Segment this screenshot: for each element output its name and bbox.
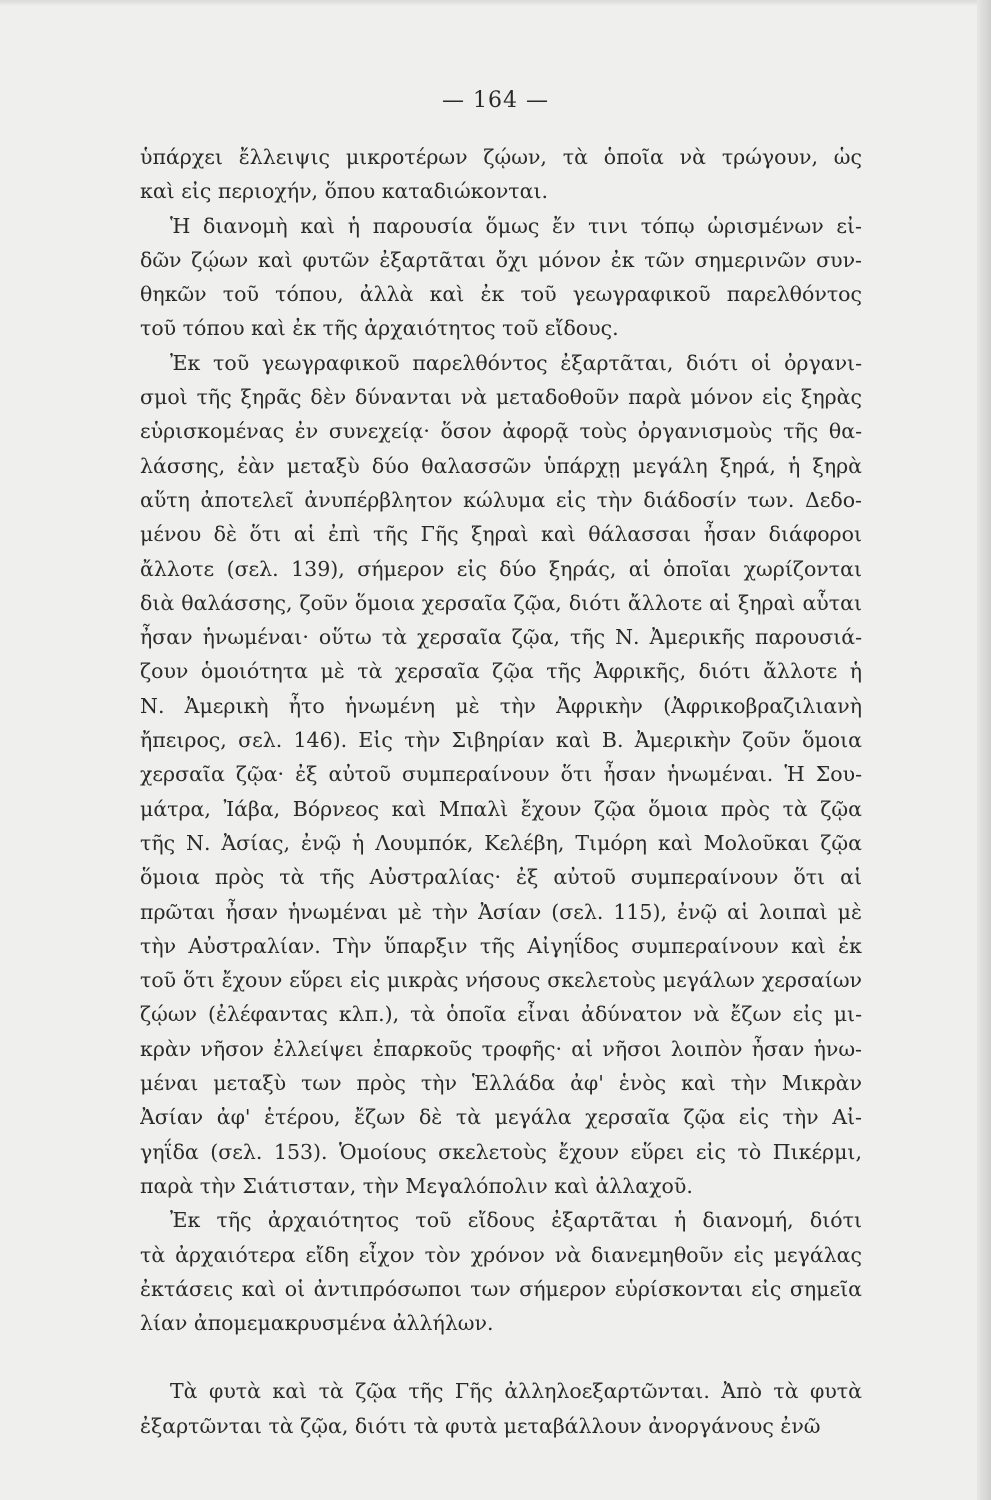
text-line: τῆς Ν. Ἀσίας, ἐνῷ ἡ Λουμπόκ, Κελέβη, Τιμόρη καὶ Μολοῦκαι ζῷα [140,830,862,855]
text-line: ἤπειρος, σελ. 146). Εἰς τὴν Σιβηρίαν καὶ Β. Ἀμερικὴν ζοῦν ὅμοια [140,728,862,753]
text-line: θηκῶν τοῦ τόπου, ἀλλὰ καὶ ἐκ τοῦ γεωγραφικοῦ παρελθόντος [140,282,862,307]
text-line: δῶν ζῴων καὶ φυτῶν ἐξαρτᾶται ὄχι μόνον ἐκ τῶν σημερινῶν συν- [140,247,862,272]
text-line: κρὰν νῆσον ἐλλείψει ἐπαρκοῦς τροφῆς· αἱ νῆσοι λοιπὸν ἦσαν ἡνω- [140,1036,862,1061]
body-text [140,140,862,1443]
text-line: αὕτη ἀποτελεῖ ἀνυπέρβλητον κώλυμα εἰς τὴν διάδοσίν των. Δεδο- [140,487,862,512]
text-line: Τὰ φυτὰ καὶ τὰ ζῷα τῆς Γῆς ἀλληλοεξαρτῶνται. Ἀπὸ τὰ φυτὰ [170,1379,862,1404]
text-line: Ἡ διανομὴ καὶ ἡ παρουσία ὅμως ἔν τινι τόπῳ ὡρισμένων εἰ- [170,213,862,238]
text-line: λάσσης, ἐὰν μεταξὺ δύο θαλασσῶν ὑπάρχῃ μεγάλη ξηρά, ἡ ξηρὰ [140,453,862,478]
text-line: διὰ θαλάσσης, ζοῦν ὅμοια χερσαῖα ζῷα, διότι ἄλλοτε αἱ ξηραὶ αὗται [140,590,862,615]
text-line: εὑρισκομένας ἐν συνεχείᾳ· ὅσον ἀφορᾷ τοὺς ὀργανισμοὺς τῆς θα- [140,419,862,444]
scan-edge-right [977,0,991,1500]
scan-edge-top [0,0,991,6]
text-line: ἐκτάσεις καὶ οἱ ἀντιπρόσωποι των σήμερον εὑρίσκονται εἰς σημεῖα [140,1276,862,1301]
text-line: τοῦ ὅτι ἔχουν εὕρει εἰς μικρὰς νήσους σκελετοὺς μεγάλων χερσαίων [140,968,862,993]
text-line: καὶ εἰς περιοχήν, ὅπου καταδιώκονται. [140,179,549,204]
text-line: ἦσαν ἡνωμέναι· οὕτω τὰ χερσαῖα ζῷα, τῆς Ν. Ἀμερικῆς παρουσιά- [140,625,862,650]
text-line: τὴν Αὐστραλίαν. Τὴν ὕπαρξιν τῆς Αἰγηΐδος συμπεραίνουν καὶ ἐκ [140,933,862,958]
text-line: μάτρα, Ἰάβα, Βόρνεος καὶ Μπαλὶ ἔχουν ζῷα ὅμοια πρὸς τὰ ζῷα [140,796,862,821]
text-line: λίαν ἀπομεμακρυσμένα ἀλλήλων. [140,1311,494,1336]
text-line: πρῶται ἦσαν ἡνωμέναι μὲ τὴν Ἀσίαν (σελ. 115), ἐνῷ αἱ λοιπαὶ μὲ [140,899,862,924]
paragraph [140,346,862,1203]
text-line: μέναι μεταξὺ των πρὸς τὴν Ἑλλάδα ἀφ' ἑνὸς καὶ τὴν Μικρὰν [140,1071,862,1096]
text-line: Ἀσίαν ἀφ' ἑτέρου, ἔζων δὲ τὰ μεγάλα χερσαῖα ζῷα εἰς τὴν Αἰ- [140,1105,862,1130]
paragraph [140,140,862,209]
text-line: Ἐκ τῆς ἀρχαιότητος τοῦ εἴδους ἐξαρτᾶται ἡ διανομή, διότι [170,1208,862,1233]
text-line: ζῴων (ἐλέφαντας κλπ.), τὰ ὁποῖα εἶναι ἀδύνατον νὰ ἔζων εἰς μι- [140,1002,862,1027]
text-line: Ἐκ τοῦ γεωγραφικοῦ παρελθόντος ἐξαρτᾶται, διότι οἱ ὀργανι- [170,350,862,375]
text-line: σμοὶ τῆς ξηρᾶς δὲν δύνανται νὰ μεταδοθοῦν παρὰ μόνον εἰς ξηρὰς [140,385,862,410]
text-line: ὅμοια πρὸς τὰ τῆς Αὐστραλίας· ἐξ αὐτοῦ συμπεραίνουν ὅτι αἱ [140,865,862,890]
page-number: — 164 — [442,88,549,113]
text-line: Ν. Ἀμερικὴ ἦτο ἡνωμένη μὲ τὴν Ἀφρικὴν (Ἀφρικοβραζιλιανὴ [140,693,862,718]
text-line: ὑπάρχει ἔλλειψις μικροτέρων ζῴων, τὰ ὁποῖα νὰ τρώγουν, ὡς [140,145,862,169]
text-line: παρὰ τὴν Σιάτισταν, τὴν Μεγαλόπολιν καὶ ἀλλαχοῦ. [140,1173,693,1198]
text-line: ἄλλοτε (σελ. 139), σήμερον εἰς δύο ξηράς, αἱ ὁποῖαι χωρίζονται [140,556,862,581]
text-line: ζουν ὁμοιότητα μὲ τὰ χερσαῖα ζῷα τῆς Ἀφρικῆς, διότι ἄλλοτε ἡ [140,659,862,684]
paragraph [140,1374,862,1443]
text-line: χερσαῖα ζῷα· ἐξ αὐτοῦ συμπεραίνουν ὅτι ἦσαν ἡνωμέναι. Ἡ Σου- [140,762,862,787]
text-line: ἐξαρτῶνται τὰ ζῷα, διότι τὰ φυτὰ μεταβάλλουν ἀνοργάνους ἐνῶ [140,1413,821,1438]
text-line: γηΐδα (σελ. 153). Ὁμοίους σκελετοὺς ἔχουν εὕρει εἰς τὸ Πικέρμι, [140,1139,862,1164]
text-line: τὰ ἀρχαιότερα εἴδη εἶχον τὸν χρόνον νὰ διανεμηθοῦν εἰς μεγάλας [140,1242,862,1267]
paragraph [140,209,862,346]
text-line: τοῦ τόπου καὶ ἐκ τῆς ἀρχαιότητος τοῦ εἴδους. [140,316,619,341]
paragraph [140,1203,862,1340]
text-line: μένου δὲ ὅτι αἱ ἐπὶ τῆς Γῆς ξηραὶ καὶ θάλασσαι ἦσαν διάφοροι [140,522,862,547]
